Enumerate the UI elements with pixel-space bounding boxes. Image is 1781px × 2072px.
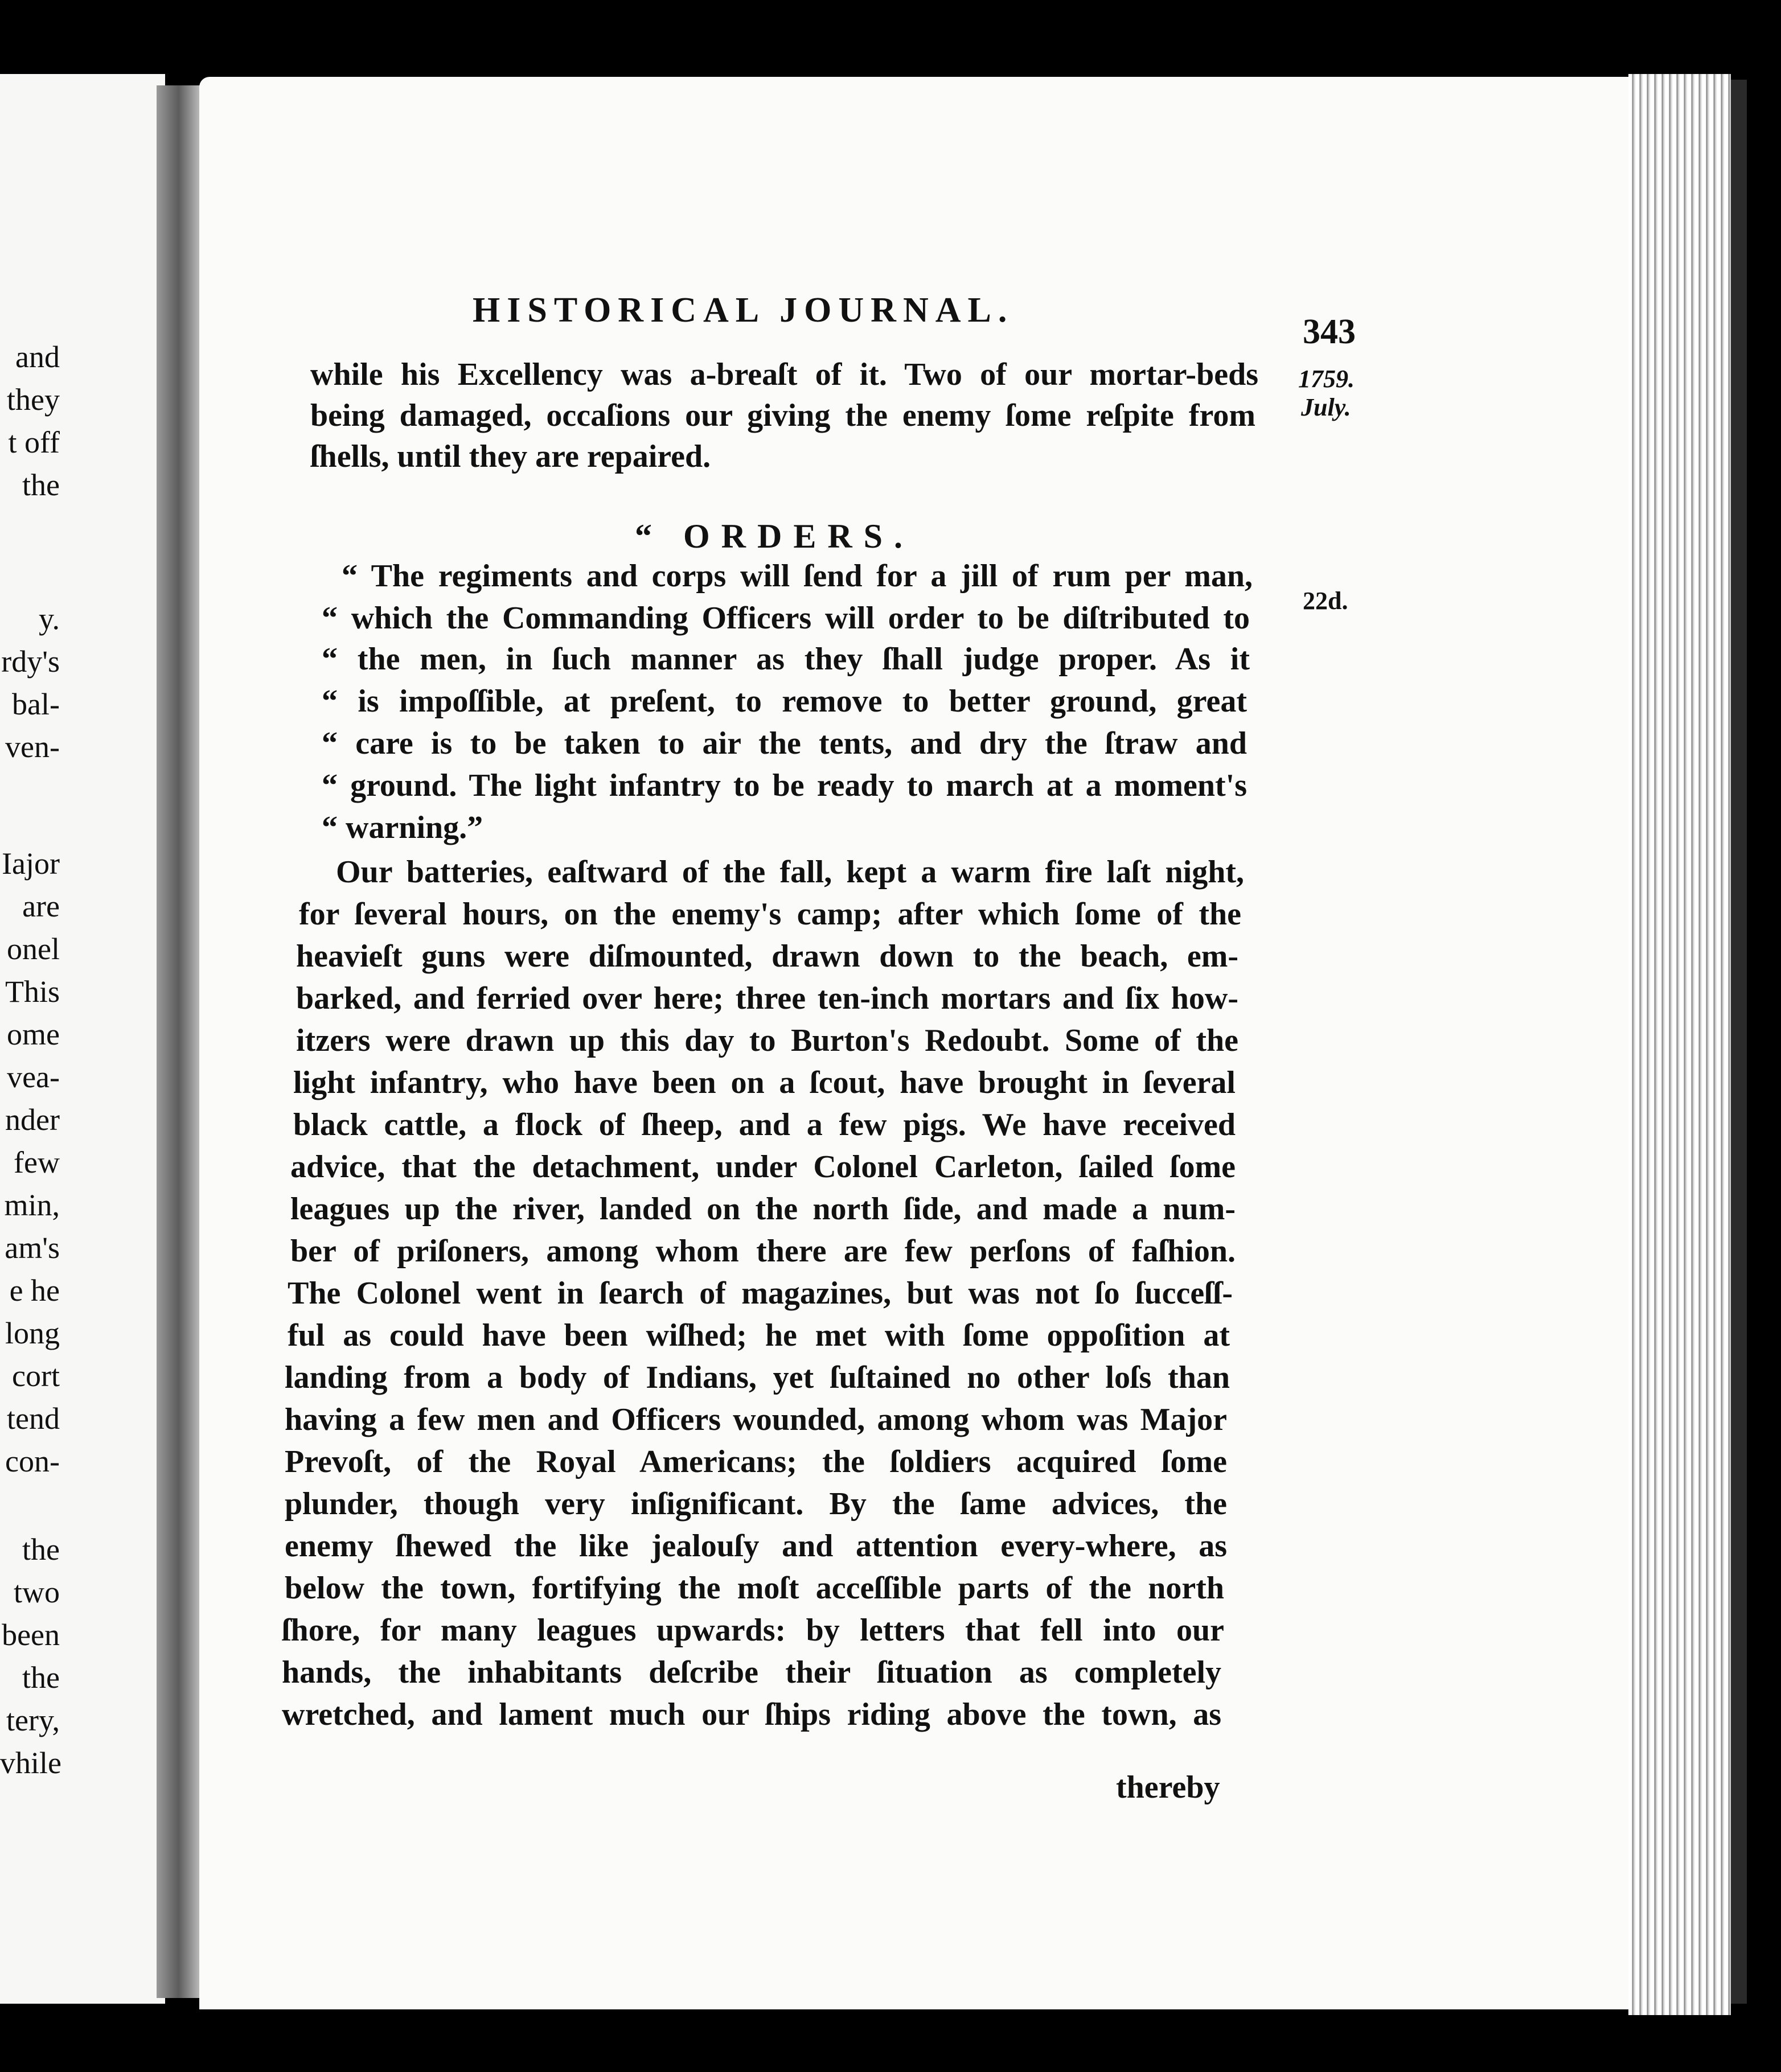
left-page-fragment: tend [7, 1401, 60, 1436]
left-page-fragment: and [15, 340, 60, 374]
left-page-fragment: cort [12, 1359, 60, 1393]
left-page-fragment: are [22, 889, 60, 923]
text-line: advice, that the detachment, under Colonel Carleton, ſailed ſome [290, 1149, 1236, 1185]
left-page-fragment: onel [7, 932, 60, 966]
left-page-fragment: nder [5, 1103, 60, 1137]
text-line: below the town, fortifying the moſt acceſſible parts of the north [285, 1571, 1224, 1606]
text-line: “ ground. The light infantry to be ready to march at a moment's [322, 768, 1247, 803]
left-page-fragment: the [22, 1660, 60, 1695]
catchword: thereby [1116, 1770, 1220, 1805]
left-page-fragment: they [7, 383, 60, 417]
left-page-fragment: e he [9, 1273, 60, 1308]
text-line: for ſeveral hours, on the enemy's camp; after which ſome of the [299, 897, 1241, 932]
text-line: barked, and ferried over here; three ten-inch mortars and ſix how- [296, 981, 1238, 1016]
left-page-fragment: two [14, 1575, 60, 1609]
text-line: ſhore, for many leagues upwards: by letters that fell into our [282, 1613, 1224, 1648]
text-line: “ the men, in ſuch manner as they ſhall judge proper. As it [322, 642, 1250, 677]
text-line: leagues up the river, landed on the north ſide, and made a num- [290, 1191, 1236, 1227]
text-line: plunder, though very inſignificant. By the ſame advices, the [285, 1486, 1227, 1522]
page-number: 343 [1303, 313, 1356, 351]
text-line: hands, the inhabitants deſcribe their ſituation as completely [282, 1655, 1221, 1690]
text-line: “ The regiments and corps will ſend for a jill of rum per man, [342, 558, 1253, 594]
text-line: The Colonel went in ſearch of magazines, but was not ſo ſucceſſ- [288, 1276, 1233, 1311]
left-page-fragment: bal- [12, 687, 60, 721]
left-page-fragment: rdy's [1, 644, 60, 679]
left-page-fragment: y. [39, 602, 60, 636]
text-line: Prevoſt, of the Royal Americans; the ſoldiers acquired ſome [285, 1444, 1227, 1479]
left-page-fragment: tery, [6, 1703, 60, 1737]
text-line: ber of priſoners, among whom there are few perſons of faſhion. [290, 1234, 1236, 1269]
text-line: landing from a body of Indians, yet ſuſtained no other loſs than [285, 1360, 1230, 1395]
text-line: Our batteries, eaſtward of the fall, kept a warm fire laſt night, [336, 854, 1244, 890]
left-page-fragment: min, [4, 1188, 60, 1222]
text-line: ful as could have been wiſhed; he met with ſome oppoſition at [288, 1318, 1230, 1353]
margin-year: 1759. [1298, 365, 1355, 393]
left-page-fragment: the [22, 468, 60, 502]
text-line: black cattle, a flock of ſheep, and a few pigs. We have received [293, 1107, 1236, 1142]
text-line: being damaged, occaſions our giving the enemy ſome reſpite from [310, 398, 1255, 433]
text-line: “ is impoſſible, at preſent, to remove to better ground, great [322, 684, 1247, 719]
text-line: “ care is to be taken to air the tents, and dry the ſtraw and [322, 726, 1247, 761]
margin-day: 22d. [1303, 587, 1348, 615]
left-page-fragment: am's [5, 1231, 60, 1265]
text-line: “ which the Commanding Officers will order to be diſtributed to [322, 601, 1250, 636]
left-page-fragment: vhile [0, 1746, 61, 1780]
margin-month: July. [1301, 393, 1351, 421]
text-line: wretched, and lament much our ſhips riding above the town, as [282, 1697, 1221, 1732]
left-page-fragment: ome [7, 1017, 60, 1051]
left-page-fragment: vea- [7, 1060, 60, 1094]
left-page-fragment: few [14, 1145, 60, 1179]
text-line: enemy ſhewed the like jealouſy and attention every-where, as [285, 1528, 1227, 1564]
text-line: light infantry, who have been on a ſcout, have brought in ſeveral [293, 1065, 1236, 1100]
text-line: heavieſt guns were diſmounted, drawn down to the beach, em- [296, 939, 1238, 974]
text-line: having a few men and Officers wounded, among whom was Major [285, 1402, 1227, 1437]
left-page-fragment: been [2, 1618, 60, 1652]
left-page-fragment: This [5, 975, 60, 1009]
left-page-fragment: long [5, 1316, 60, 1350]
left-page-fragment: con- [5, 1444, 60, 1478]
text-line: itzers were drawn up this day to Burton's Redoubt. Some of the [296, 1023, 1238, 1058]
text-line: “ warning.” [322, 810, 483, 845]
orders-heading: “ ORDERS. [635, 517, 914, 555]
left-page-fragment: Iajor [2, 846, 60, 881]
left-page-fragment: t off [8, 425, 60, 459]
left-page-fragment: the [22, 1532, 60, 1567]
left-page-fragment: ven- [5, 730, 60, 764]
running-head: HISTORICAL JOURNAL. [473, 291, 1014, 330]
page-edge-shadow [1731, 80, 1747, 2004]
text-line: while his Excellency was a-breaſt of it. Two of our mortar-beds [310, 357, 1258, 392]
page-edges [1628, 74, 1731, 2015]
text-line: ſhells, until they are repaired. [310, 439, 711, 474]
